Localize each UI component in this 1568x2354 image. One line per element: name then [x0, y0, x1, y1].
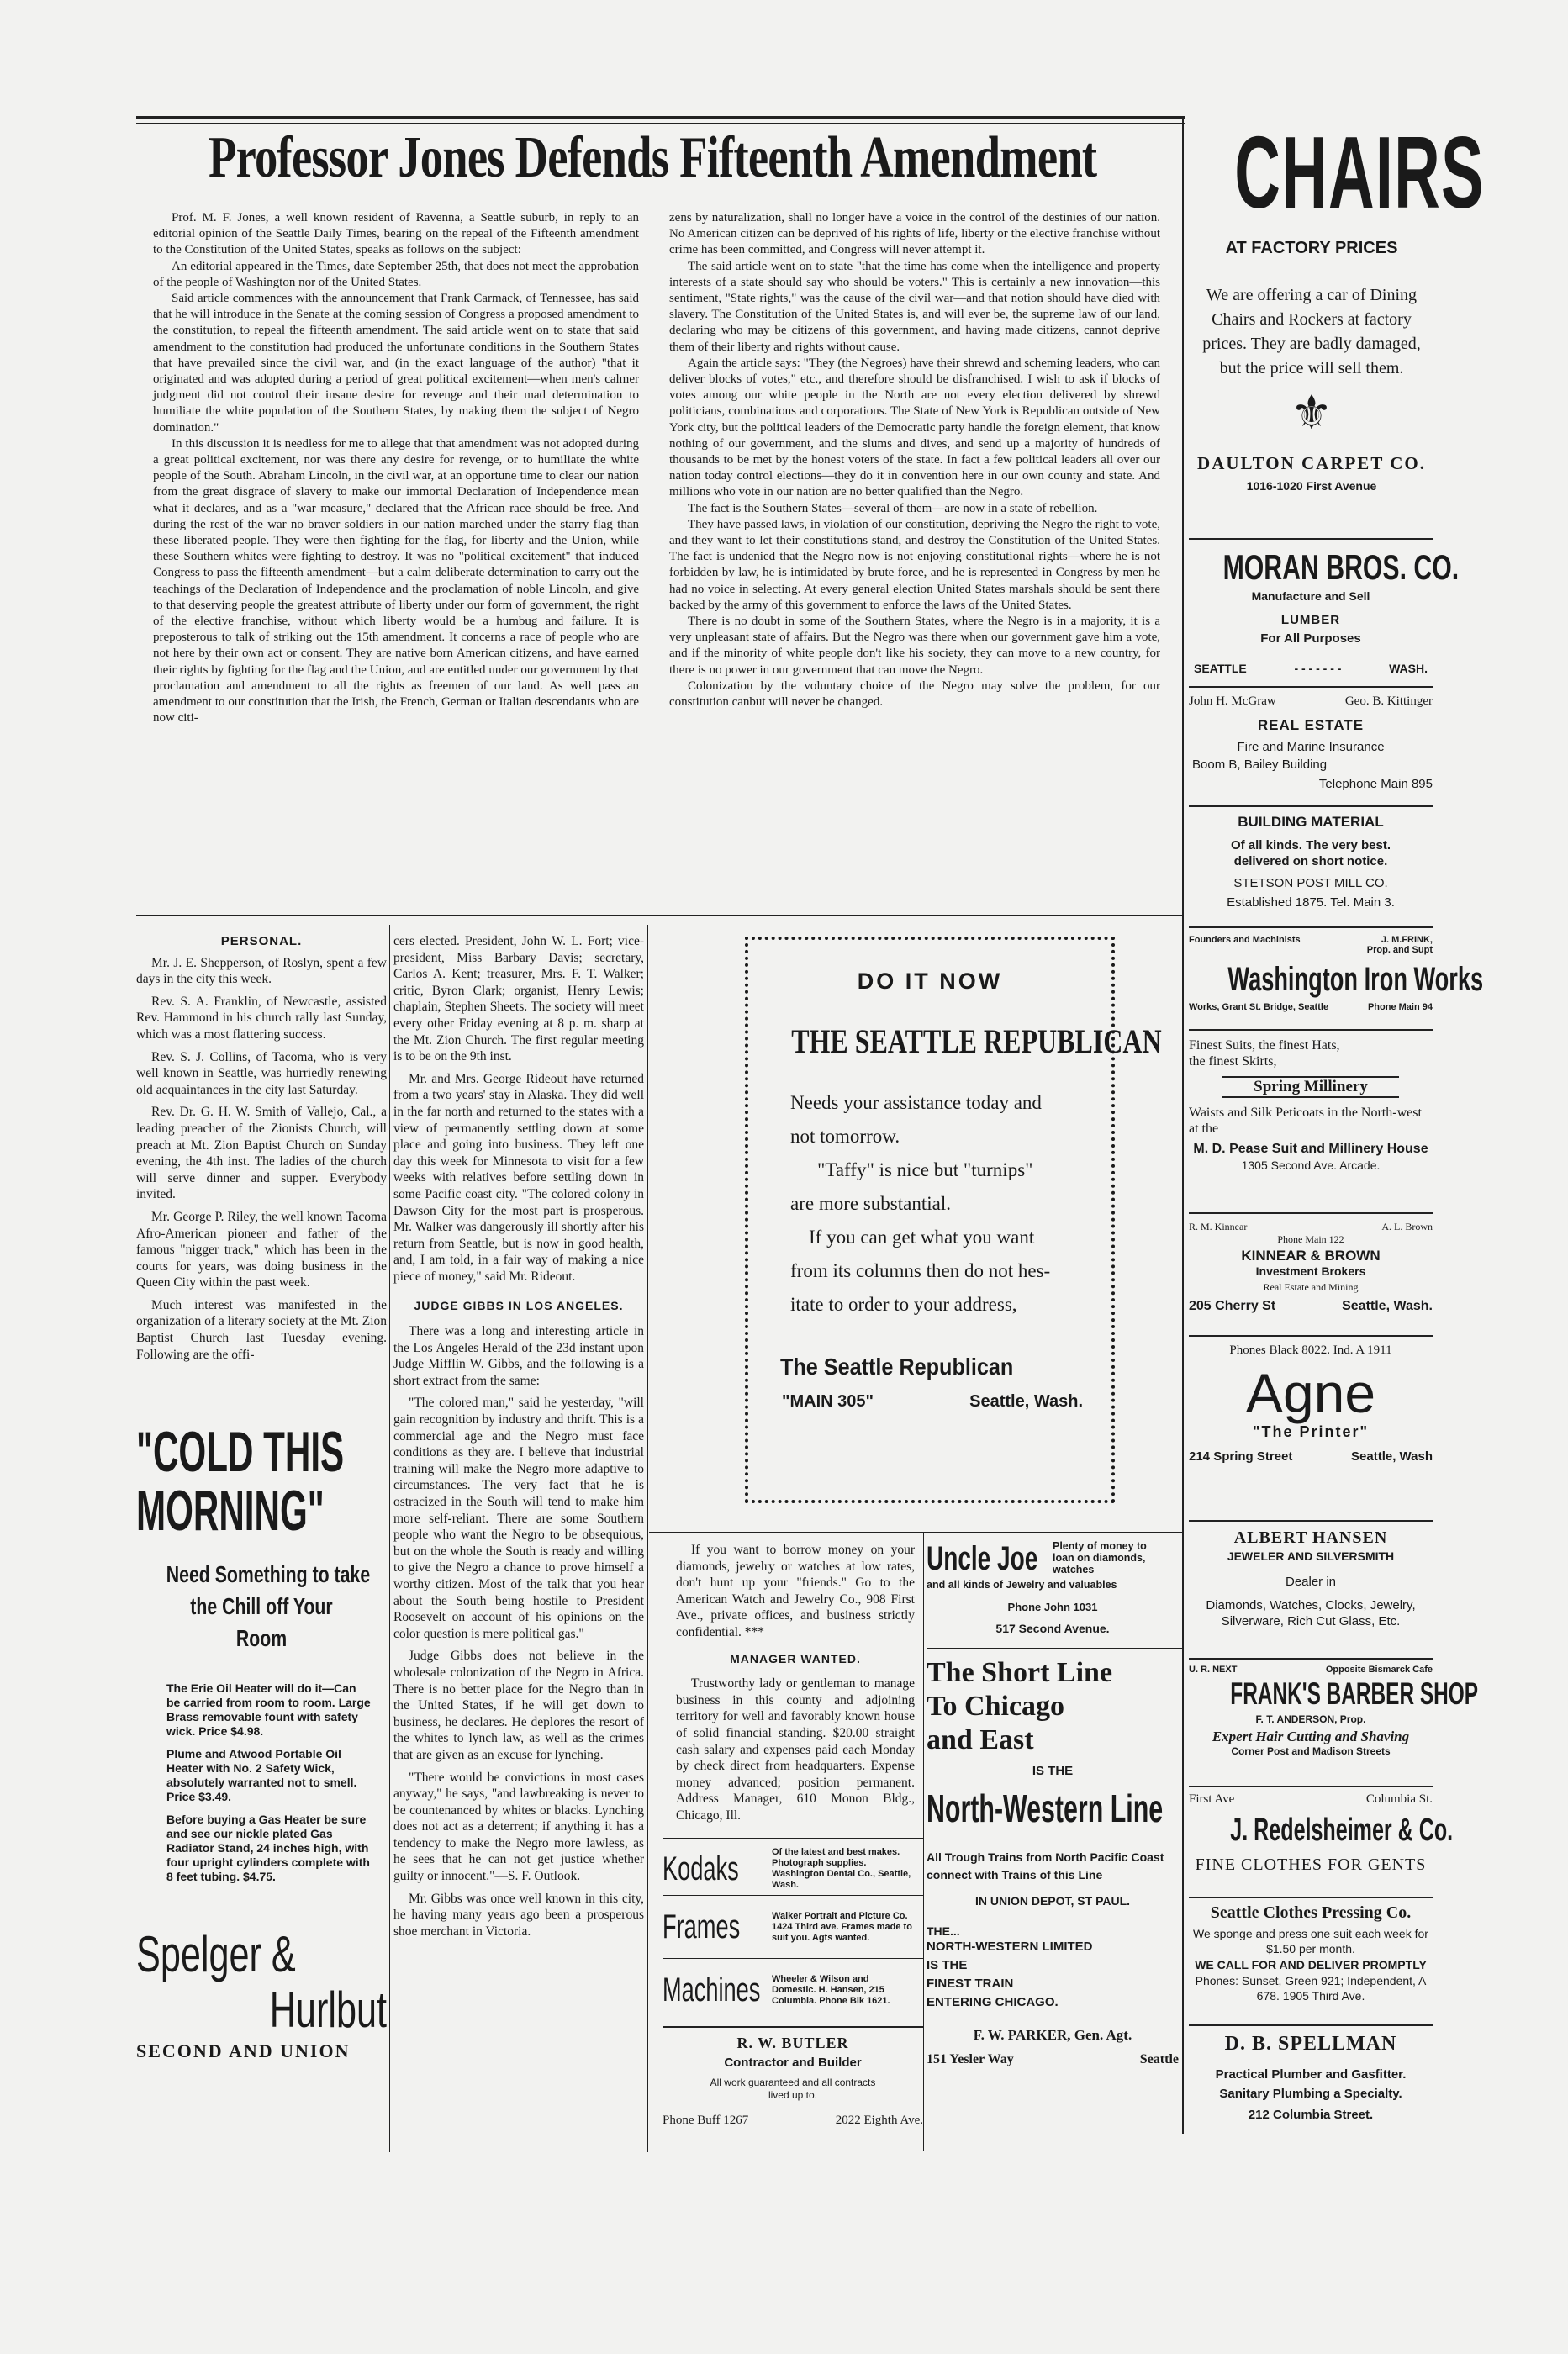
pressing-line: We sponge and press one suit each week for $1.50 per month. — [1193, 1927, 1428, 1956]
building-line: delivered on short notice. — [1233, 854, 1388, 868]
spellman-line: Practical Plumber and Gasfitter. — [1215, 2067, 1407, 2082]
agne-city: Seattle, Wash — [1351, 1449, 1433, 1464]
nw-line: To Chicago — [927, 1691, 1065, 1722]
cold-title-2: MORNING" — [136, 1479, 325, 1543]
article-paragraph: In this discussion it is needless for me to allege that that amendment was not adopted during a great political excitement, nor was there any desire for revenge, or to humiliate the white people of the South. Abraham Lincoln, in the civil war, at an opportune time to clear our nation from the great disgrace of slavery to make our immortal Declaration of Independence mean what it declares, and as a "war measure," declared that the African race should be free. And during the rest of the war no braver soldiers in our nation marched under the starry flag than these liberated people. They were then fighting for the flag, for liberty and the Union, while these Southern whites were fighting to destroy. It was no "political excitement" that induced Congress to pass the fifteenth amendment—but a calm deliberate determination to carry out the teachings of the Declaration of Independence and the proclamation of noble Lincoln, and give to that deserving people the greatest attribute of liberty under our form of government, the right of the elective franchise, without which liberty would be a humbug and failure. It is preposterous to talk of striking out the 15th amendment. It concerns a race of people who are not here by their own act or consent. They are native born American citizens, and have earned their rights by fighting for the flag and the Union, and are entitled under our government by that proclamation and amendment to all the rights as freemen of our land. As well pass an amendment to our constitution that the Irish, the French, German or Italian descendants who are now citi- — [153, 436, 639, 726]
hansen-line: Diamonds, Watches, Clocks, Jewelry, Silverware, Rich Cut Glass, Etc. — [1206, 1598, 1416, 1628]
republican-name: THE SEATTLE REPUBLICAN — [791, 1022, 1162, 1060]
kinnear-left: R. M. Kinnear — [1189, 1221, 1248, 1232]
pressing-ad — [1189, 1903, 1433, 2003]
nw-agent: F. W. PARKER, Gen. Agt. — [973, 2027, 1132, 2043]
agne-ad — [1189, 1343, 1433, 1464]
republican-top: DO IT NOW — [857, 969, 1003, 994]
ad-divider — [1189, 1520, 1433, 1522]
moran-name: MORAN BROS. CO. — [1222, 547, 1460, 587]
nw-para: IN UNION DEPOT, ST PAUL. — [974, 1894, 1131, 1908]
barber-line: Expert Hair Cutting and Shaving — [1212, 1729, 1410, 1744]
headline: Professor Jones Defends Fifteenth Amendment — [209, 125, 1097, 190]
realestate-right: Geo. B. Kittinger — [1344, 694, 1433, 708]
kinnear-right: A. L. Brown — [1381, 1221, 1433, 1232]
butler-ad — [663, 2035, 923, 2128]
moran-dots: - - - - - - - — [1294, 662, 1342, 675]
gibbs-paragraph: There was a long and interesting article in the Los Angeles Herald of the 23d instant upon Judge Mifflin W. Gibbs, and the following is a short extract from the same: — [393, 1324, 644, 1388]
article-paragraph: Again the article says: "They (the Negroes) have their shrewd and scheming leaders, who can deliver blocks of votes," etc., and therefore should be disfranchised. I wish to ask if blocks of votes among our white people in the North are not every election delivered by shrewd politicians, combinations and corporations. The State of New York is Republican outside of New York city, but the political leaders of the Democratic party handle the foreign element, that know nothing of our government, and the slums and dives, and send up a majority of hundreds of thousands to be met by the honest voters of the state. In fact a few political leaders all over our nation today control elections—they do it in convention here in our own county and state. And millions who vote in our nation are no better qualified than the Negro. — [669, 356, 1160, 499]
hansen-ad — [1189, 1528, 1433, 1629]
article-paragraph: Colonization by the voluntary choice of the Negro may solve the problem, for our constitution canbut will never be changed. — [669, 678, 1160, 710]
redelsheimer-ad — [1189, 1792, 1454, 1875]
barber-ad — [1189, 1665, 1479, 1757]
republican-line: not tomorrow. — [790, 1126, 900, 1147]
cold-para: Plume and Atwood Portable Oil Heater with No. 2 Safety Wick, absolutely warranted not to smell. Price $3.49. — [166, 1747, 357, 1803]
gibbs-paragraph: "The colored man," said he yesterday, "will gain recognition by industry and thrift. This is a commercial age and the Negro must face conditions as they are. I believe that industrial training will make the Negro more adaptive to circumstances. The very fact that he is ostracized in the South will tend to make him more self-reliant. There are some Southern people who want the Negro to be obsequious, but on the whole the South is ready and willing to give the Negro a chance to prove himself a worthy citizen. Most of the talk that you hear about the South being hostile to President Roosevelt on account of his opinions on the color question is mere political gas." — [393, 1396, 644, 1641]
gibbs-paragraph: Mr. Gibbs was once well known in this city, he having many years ago been a prosperous shoe merchant in Victoria. — [393, 1891, 644, 1939]
iron-bottom-right: Phone Main 94 — [1367, 1002, 1433, 1012]
iron-name: Washington Iron Works — [1227, 961, 1484, 998]
pressing-line: Phones: Sunset, Green 921; Independent, A 678. 1905 Third Ave. — [1195, 1974, 1427, 2003]
chairs-ad — [1187, 115, 1485, 493]
republican-line: "Taffy" is nice but "turnips" — [817, 1159, 1033, 1180]
nw-entering: ENTERING CHICAGO. — [927, 1995, 1059, 2009]
iron-right-2: Prop. and Supt — [1366, 945, 1433, 955]
article-paragraph: They have passed laws, in violation of our constitution, depriving the Negro the right to vote, and they want to let their constitutions stand, and destroy the Constitution of the United States. The fact is undenied that the Negro now is not enjoying constitutional rights—where he is not forbidden by law, he is intimidated by brute force, and he is represented in Congress by men he had no voice in selecting. At every general election United States marshals should be sent there backed by the army of this government to enforce the laws of the United States. — [669, 517, 1160, 612]
frames-text: Walker Portrait and Picture Co. 1424 Third ave. Frames made to suit you. Agts wanted. — [772, 1910, 912, 1943]
agne-address: 214 Spring Street — [1189, 1449, 1293, 1464]
kodaks-ad — [663, 1843, 923, 2021]
nw-address: 151 Yesler Way — [927, 2052, 1014, 2066]
unclejoe-address: 517 Second Avenue. — [995, 1622, 1110, 1635]
realestate-title: REAL ESTATE — [1257, 717, 1365, 733]
cold-para: The Erie Oil Heater will do it—Can be carried from room to room. Large Brass removable fount with safety wick. Price $4.98. — [166, 1681, 371, 1738]
gibbs-title: JUDGE GIBBS IN LOS ANGELES. — [414, 1299, 624, 1313]
barber-name: FRANK'S BARBER SHOP — [1230, 1676, 1479, 1711]
article-column-1 — [153, 210, 639, 727]
cold-title-1: "COLD THIS — [136, 1420, 345, 1484]
personal-paragraph: Mr. and Mrs. George Rideout have returned from a two years' stay in Alaska. They did well in the far north and returned to the states with a view of permanently settling down at some place and going into business. They left one day this week for Minnesota to visit for a few weeks with relatives before settling down in some Pacific coast city. "The colored colony in Dawson City for the most part is prosperous. Mr. Walker was dangerously ill shortly after his return from Seattle, but is now in good health, and, I am told, in a fair way of making a nice piece of money," said Mr. Rideout. — [393, 1071, 644, 1284]
cold-store-3: SECOND AND UNION — [136, 2040, 351, 2061]
republican-signature: The Seattle Republican — [780, 1354, 1014, 1380]
gibbs-paragraph: "There would be convictions in most cases anyway," he says, "and lawbreaking is never to be countenanced by whites or blacks. Lynching does not act as a deterrent; if anything it has a tendency to make the Negro more lawless, as he sees that he can not get justice whether guilty or innocent."—S. F. Outlook. — [393, 1770, 644, 1884]
millinery-line: Finest Suits, the finest Hats, — [1189, 1038, 1340, 1053]
chairs-address: 1016-1020 First Avenue — [1246, 479, 1377, 493]
building-company: STETSON POST MILL CO. — [1233, 876, 1388, 890]
millinery-title: Spring Millinery — [1222, 1076, 1399, 1098]
nw-limited: NORTH-WESTERN LIMITED — [927, 1940, 1093, 1954]
article-column-2 — [669, 210, 1160, 710]
building-line: Of all kinds. The very best. — [1230, 838, 1391, 852]
cold-store-2: Hurlbut — [269, 1982, 387, 2038]
moran-line: Manufacture and Sell — [1251, 589, 1370, 603]
millinery-line: the finest Skirts, — [1189, 1054, 1277, 1069]
article-paragraph: There is no doubt in some of the Southern States, where the Negro is in a majority, it is a very unpleasant state of affairs. But the Negro was there when our government gave him a vote, and if the minority of white people don't like his society, they can move to a new country, for there is no power in our government that can move the Negro. — [669, 615, 1160, 677]
millinery-line: Waists and Silk Peticoats in the North-west at the — [1189, 1106, 1422, 1136]
republican-line: are more substantial. — [790, 1193, 951, 1214]
iron-right: J. M.FRINK, — [1381, 935, 1433, 945]
republican-line: If you can get what you want — [809, 1227, 1035, 1248]
redels-name: J. Redelsheimer & Co. — [1230, 1813, 1454, 1848]
middle-rule — [136, 915, 1182, 916]
kinnear-address: 205 Cherry St — [1189, 1299, 1276, 1313]
millinery-company: M. D. Pease Suit and Millinery House — [1193, 1142, 1428, 1156]
kinnear-ad — [1189, 1221, 1433, 1314]
redels-right: Columbia St. — [1365, 1792, 1433, 1806]
ad-divider — [1189, 1658, 1433, 1660]
kinnear-line: Real Estate and Mining — [1263, 1281, 1359, 1293]
machines-word: Machines — [663, 1971, 761, 2008]
millinery-address: 1305 Second Ave. Arcade. — [1241, 1159, 1381, 1172]
cold-para: Before buying a Gas Heater be sure and see our nickle plated Gas Radiator Stand, 24 inches high, with four upright cylinders complete with 8 feet tubing. $4.75. — [166, 1813, 370, 1883]
borrow-text: If you want to borrow money on your diamonds, jewelry or watches at low rates, don't hunt up your "friends." Go to the American Watch and Jewelry Co., 908 First Ave., private offices, and business strictly confidential. *** — [676, 1543, 915, 1639]
ad-divider — [663, 2026, 923, 2028]
agne-phones: Phones Black 8022. Ind. A 1911 — [1229, 1343, 1392, 1357]
ad-divider — [1189, 1897, 1433, 1898]
ad-divider — [1189, 686, 1433, 688]
realestate-phone: Telephone Main 895 — [1318, 777, 1433, 791]
ad-divider — [1189, 926, 1433, 928]
column-rule — [389, 925, 390, 2152]
butler-name: R. W. BUTLER — [736, 2035, 849, 2051]
ad-divider — [1189, 1786, 1433, 1787]
barber-left: U. R. NEXT — [1189, 1665, 1238, 1675]
article-paragraph: zens by naturalization, shall no longer have a voice in the control of the destinies of our nation. No American citizen can be deprived of his rights of life, liberty or the elective franchise without crime has been committed, and Congress will never attempt it. — [669, 211, 1160, 257]
right-column-rule — [1182, 116, 1184, 2134]
personal-column — [136, 933, 387, 1369]
republican-line: itate to order to your address, — [790, 1294, 1017, 1315]
nw-finest: FINEST TRAIN — [927, 1977, 1014, 1991]
ad-divider — [927, 1648, 1182, 1649]
redels-tag: FINE CLOTHES FOR GENTS — [1195, 1855, 1427, 1874]
cold-store-1: Spelger & — [136, 1926, 296, 1982]
republican-line: Needs your assistance today and — [790, 1092, 1042, 1113]
moran-line: For All Purposes — [1260, 631, 1361, 646]
chairs-body: We are offering a car of Dining Chairs and Rockers at factory prices. They are badly damaged, but the price will sell them. — [1202, 286, 1421, 377]
personal-title: PERSONAL. — [220, 934, 303, 948]
manager-text: Trustworthy lady or gentleman to manage business in this county and adjoining territory for well and favorably known house of solid financial standing. $20.00 straight cash salary and expenses paid each Monday by check direct from headquarters. Expense money advanced; position permanent. Address Manager, 610 Monon Bldg., Chicago, Ill. — [676, 1676, 915, 1823]
building-footer: Established 1875. Tel. Main 3. — [1227, 895, 1395, 910]
article-paragraph: Said article commences with the announcement that Frank Carmack, of Tennessee, has said that he will introduce in the Senate at the coming session of Congress a proposed amendment to the constitution, to repeal the fifteenth amendment. The said article went on to state that said amendment to the constitution had produced the unfortunate conditions in the Southern States that have prevailed since the civil war, and (in the exact language of the author) "that it originated and was adopted during a period of great political excitement—when men's calmer judgment did not control their insane desire for revenge and their mad determination to humiliate the white population of the Southern States, by making them the subject of Negro domination." — [153, 292, 639, 435]
hansen-line: JEWELER AND SILVERSMITH — [1227, 1549, 1395, 1563]
pressing-line: WE CALL FOR AND DELIVER PROMPTLY — [1195, 1958, 1427, 1971]
gibbs-paragraph: Judge Gibbs does not believe in the wholesale colonization of the Negro in Africa. There is no better place for the Negro than in the United States, if he will get down to business, he declares. He deplores the resort of the whites to lynch law, as well as the crimes that are given as an excuse for lynching. — [393, 1649, 644, 1762]
unclejoe-name: Uncle Joe — [927, 1540, 1038, 1577]
chairs-title: CHAIRS — [1234, 115, 1485, 230]
kodaks-word: Kodaks — [663, 1850, 739, 1887]
kinnear-phone: Phone Main 122 — [1277, 1233, 1344, 1245]
personal-paragraph: Rev. Dr. G. H. W. Smith of Vallejo, Cal., a leading preacher of the Zionists Church, will preach at Mt. Zion Baptist Church on Sunday evening, the 4th inst. The ladies of the church will serve dinner and supper. Everybody invited. — [136, 1105, 387, 1202]
article-paragraph: The said article went on to state "that the time has come when the intelligence and property interests of a state should say who should be voters." This is certainly a new innovation—this sentiment, "State rights," was the cause of the civil war—and that notion should have died with slavery. The Constitution of the United States is, and will ever be, the supreme law of our land, declaring who may be citizens of this government, and having made citizens, cannot deprive them of their liberty and rights without cause. — [669, 259, 1160, 354]
unclejoe-side: Plenty of money to loan on diamonds, watches — [1053, 1540, 1147, 1575]
spellman-line: Sanitary Plumbing a Specialty. — [1219, 2087, 1402, 2101]
personal-paragraph: Rev. S. J. Collins, of Tacoma, who is very well known in Seattle, was hurriedly renewing old acquaintances in the city last Saturday. — [136, 1049, 387, 1097]
cold-morning-ad — [136, 1422, 387, 2062]
machines-text: Wheeler & Wilson and Domestic. H. Hansen, 215 Columbia. Phone Blk 1621. — [772, 1973, 890, 2006]
nw-city: Seattle — [1139, 2052, 1179, 2066]
kinnear-name: KINNEAR & BROWN — [1241, 1248, 1381, 1264]
article-paragraph: Prof. M. F. Jones, a well known resident of Ravenna, a Seattle suburb, in reply to an editorial opinion of the Seattle Daily Times, bearing on the repeal of the Fifteenth amendment to the Constitution of the United States, speaks as follows on the subject: — [153, 211, 639, 257]
butler-line: Contractor and Builder — [724, 2056, 862, 2070]
ad-divider — [1189, 1029, 1433, 1031]
realestate-line: Fire and Marine Insurance — [1237, 740, 1385, 754]
unclejoe-line: and all kinds of Jewelry and valuables — [927, 1579, 1117, 1591]
republican-ad — [757, 969, 1162, 1412]
building-ad — [1189, 814, 1433, 910]
agne-name: Agne — [1245, 1362, 1376, 1424]
unclejoe-ad — [927, 1540, 1179, 1635]
iron-bottom-left: Works, Grant St. Bridge, Seattle — [1189, 1002, 1329, 1012]
ad-divider — [1189, 1335, 1433, 1337]
ad-divider — [1189, 1212, 1433, 1214]
nw-line: The Short Line — [927, 1657, 1113, 1688]
moran-ad — [1189, 546, 1460, 675]
ad-divider — [1189, 2024, 1433, 2026]
realestate-ad — [1189, 694, 1433, 792]
redels-left: First Ave — [1189, 1792, 1235, 1806]
kinnear-line: Investment Brokers — [1255, 1264, 1366, 1278]
lower-rule — [649, 1532, 1182, 1533]
personal-continued-column — [393, 933, 644, 1945]
nw-line: and East — [927, 1724, 1034, 1755]
hansen-line: Dealer in — [1285, 1575, 1337, 1589]
unclejoe-phone: Phone John 1031 — [1007, 1601, 1098, 1613]
cold-sub-2: the Chill off Your — [190, 1593, 333, 1619]
manager-title: MANAGER WANTED. — [730, 1651, 861, 1665]
cold-sub-3: Room — [235, 1625, 288, 1651]
republican-phone: "MAIN 305" — [782, 1392, 874, 1411]
personal-paragraph: Rev. S. A. Franklin, of Newcastle, assisted Rev. Hammond in his church rally last Sunday, which was a most flattering success. — [136, 994, 387, 1042]
personal-paragraph: Much interest was manifested in the organization of a literary society at the Mt. Zion Baptist Church last Tuesday evening. Following are the offi- — [136, 1297, 387, 1362]
spellman-line: 212 Columbia Street. — [1248, 2108, 1374, 2122]
iron-left: Founders and Machinists — [1189, 935, 1301, 945]
pressing-name: Seattle Clothes Pressing Co. — [1210, 1903, 1412, 1922]
millinery-ad — [1189, 1037, 1433, 1172]
kinnear-city: Seattle, Wash. — [1342, 1299, 1433, 1313]
iron-works-ad — [1189, 935, 1484, 1012]
ad-divider — [1189, 538, 1433, 540]
moran-city: SEATTLE — [1194, 662, 1247, 675]
personal-paragraph: Mr. George P. Riley, the well known Tacoma Afro-American pioneer and father of the famous "nigger track," which has been in the courts for years, was doing business in the Queen City within the past week. — [136, 1209, 387, 1290]
personal-paragraph: Mr. J. E. Shepperson, of Roslyn, spent a few days in the city this week. — [136, 955, 387, 987]
barber-line: Corner Post and Madison Streets — [1231, 1745, 1391, 1757]
barber-prop: F. T. ANDERSON, Prop. — [1255, 1713, 1366, 1725]
moran-state: WASH. — [1389, 662, 1428, 675]
moran-lumber: LUMBER — [1280, 613, 1341, 627]
chairs-subtitle: AT FACTORY PRICES — [1225, 239, 1398, 257]
agne-tag: "The Printer" — [1252, 1423, 1370, 1440]
top-rule-thick — [136, 116, 1185, 119]
article-paragraph: The fact is the Southern States—several of them—are now in a state of rebellion. — [688, 501, 1098, 515]
republican-line: from its columns then do not hes- — [790, 1260, 1051, 1281]
cold-sub-1: Need Something to take — [166, 1561, 371, 1587]
top-rule-thin — [136, 123, 1185, 124]
article-paragraph: An editorial appeared in the Times, date September 25th, that does not meet the approbation of the people of Washington nor of the United States. — [153, 259, 639, 289]
realestate-line: Boom B, Bailey Building — [1192, 757, 1328, 772]
nw-para: All Trough Trains from North Pacific Coast connect with Trains of this Line — [927, 1850, 1164, 1882]
ad-divider — [1189, 805, 1433, 807]
building-title: BUILDING MATERIAL — [1238, 814, 1384, 830]
butler-phone: Phone Buff 1267 — [663, 2114, 749, 2127]
nw-isthe-2: IS THE — [927, 1958, 968, 1972]
spellman-name: D. B. SPELLMAN — [1224, 2033, 1397, 2055]
nw-the: THE... — [927, 1924, 960, 1938]
chairs-company: DAULTON CARPET CO. — [1197, 453, 1426, 473]
butler-address: 2022 Eighth Ave. — [835, 2114, 923, 2127]
butler-line: All work guaranteed and all contracts lived up to. — [710, 2077, 876, 2101]
republican-city: Seattle, Wash. — [969, 1392, 1083, 1411]
fleur-de-lis-icon: ⚜ — [1290, 386, 1333, 441]
nw-name: North-Western Line — [927, 1787, 1164, 1830]
realestate-left: John H. McGraw — [1189, 694, 1276, 708]
ad-divider — [663, 1838, 923, 1839]
personal-paragraph: cers elected. President, John W. L. Fort; vice-president, Miss Barbary Davis; secretary, Carlos A. Kent; treasurer, Mrs. F. T. Walker; critic, Byron Clark; organist, Henry Lewis; chaplain, Stephen Sheets. The society will meet every other Friday evening at 8 p. m. sharp at the Mt. Zion Church. The first regular meeting is to be on the 9th inst. — [393, 934, 644, 1064]
nw-isthe: IS THE — [1032, 1764, 1074, 1778]
frames-word: Frames — [663, 1908, 741, 1945]
barber-right: Opposite Bismarck Cafe — [1325, 1665, 1433, 1675]
column-rule — [923, 1533, 924, 2151]
hansen-name: ALBERT HANSEN — [1233, 1528, 1388, 1547]
northwestern-ad — [927, 1656, 1179, 2067]
kodaks-text: Of the latest and best makes. Photograph supplies. Washington Dental Co., Seattle, Wash. — [772, 1847, 911, 1890]
borrow-ad — [676, 1542, 915, 1830]
spellman-ad — [1189, 2033, 1433, 2122]
column-rule — [647, 925, 648, 2152]
